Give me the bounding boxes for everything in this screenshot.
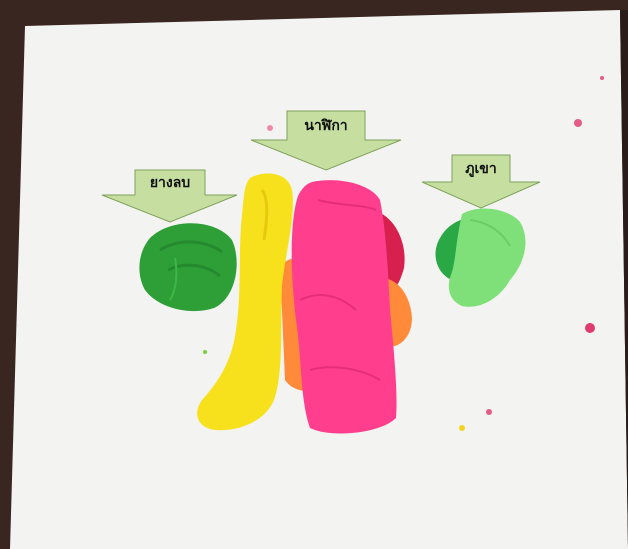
label-clock: นาฬิกา <box>304 118 348 134</box>
pink-clay-clock <box>292 180 397 433</box>
label-eraser: ยางลบ <box>149 175 191 191</box>
green-clay-eraser <box>139 223 236 311</box>
label-mountain: ภูเขา <box>465 161 497 177</box>
